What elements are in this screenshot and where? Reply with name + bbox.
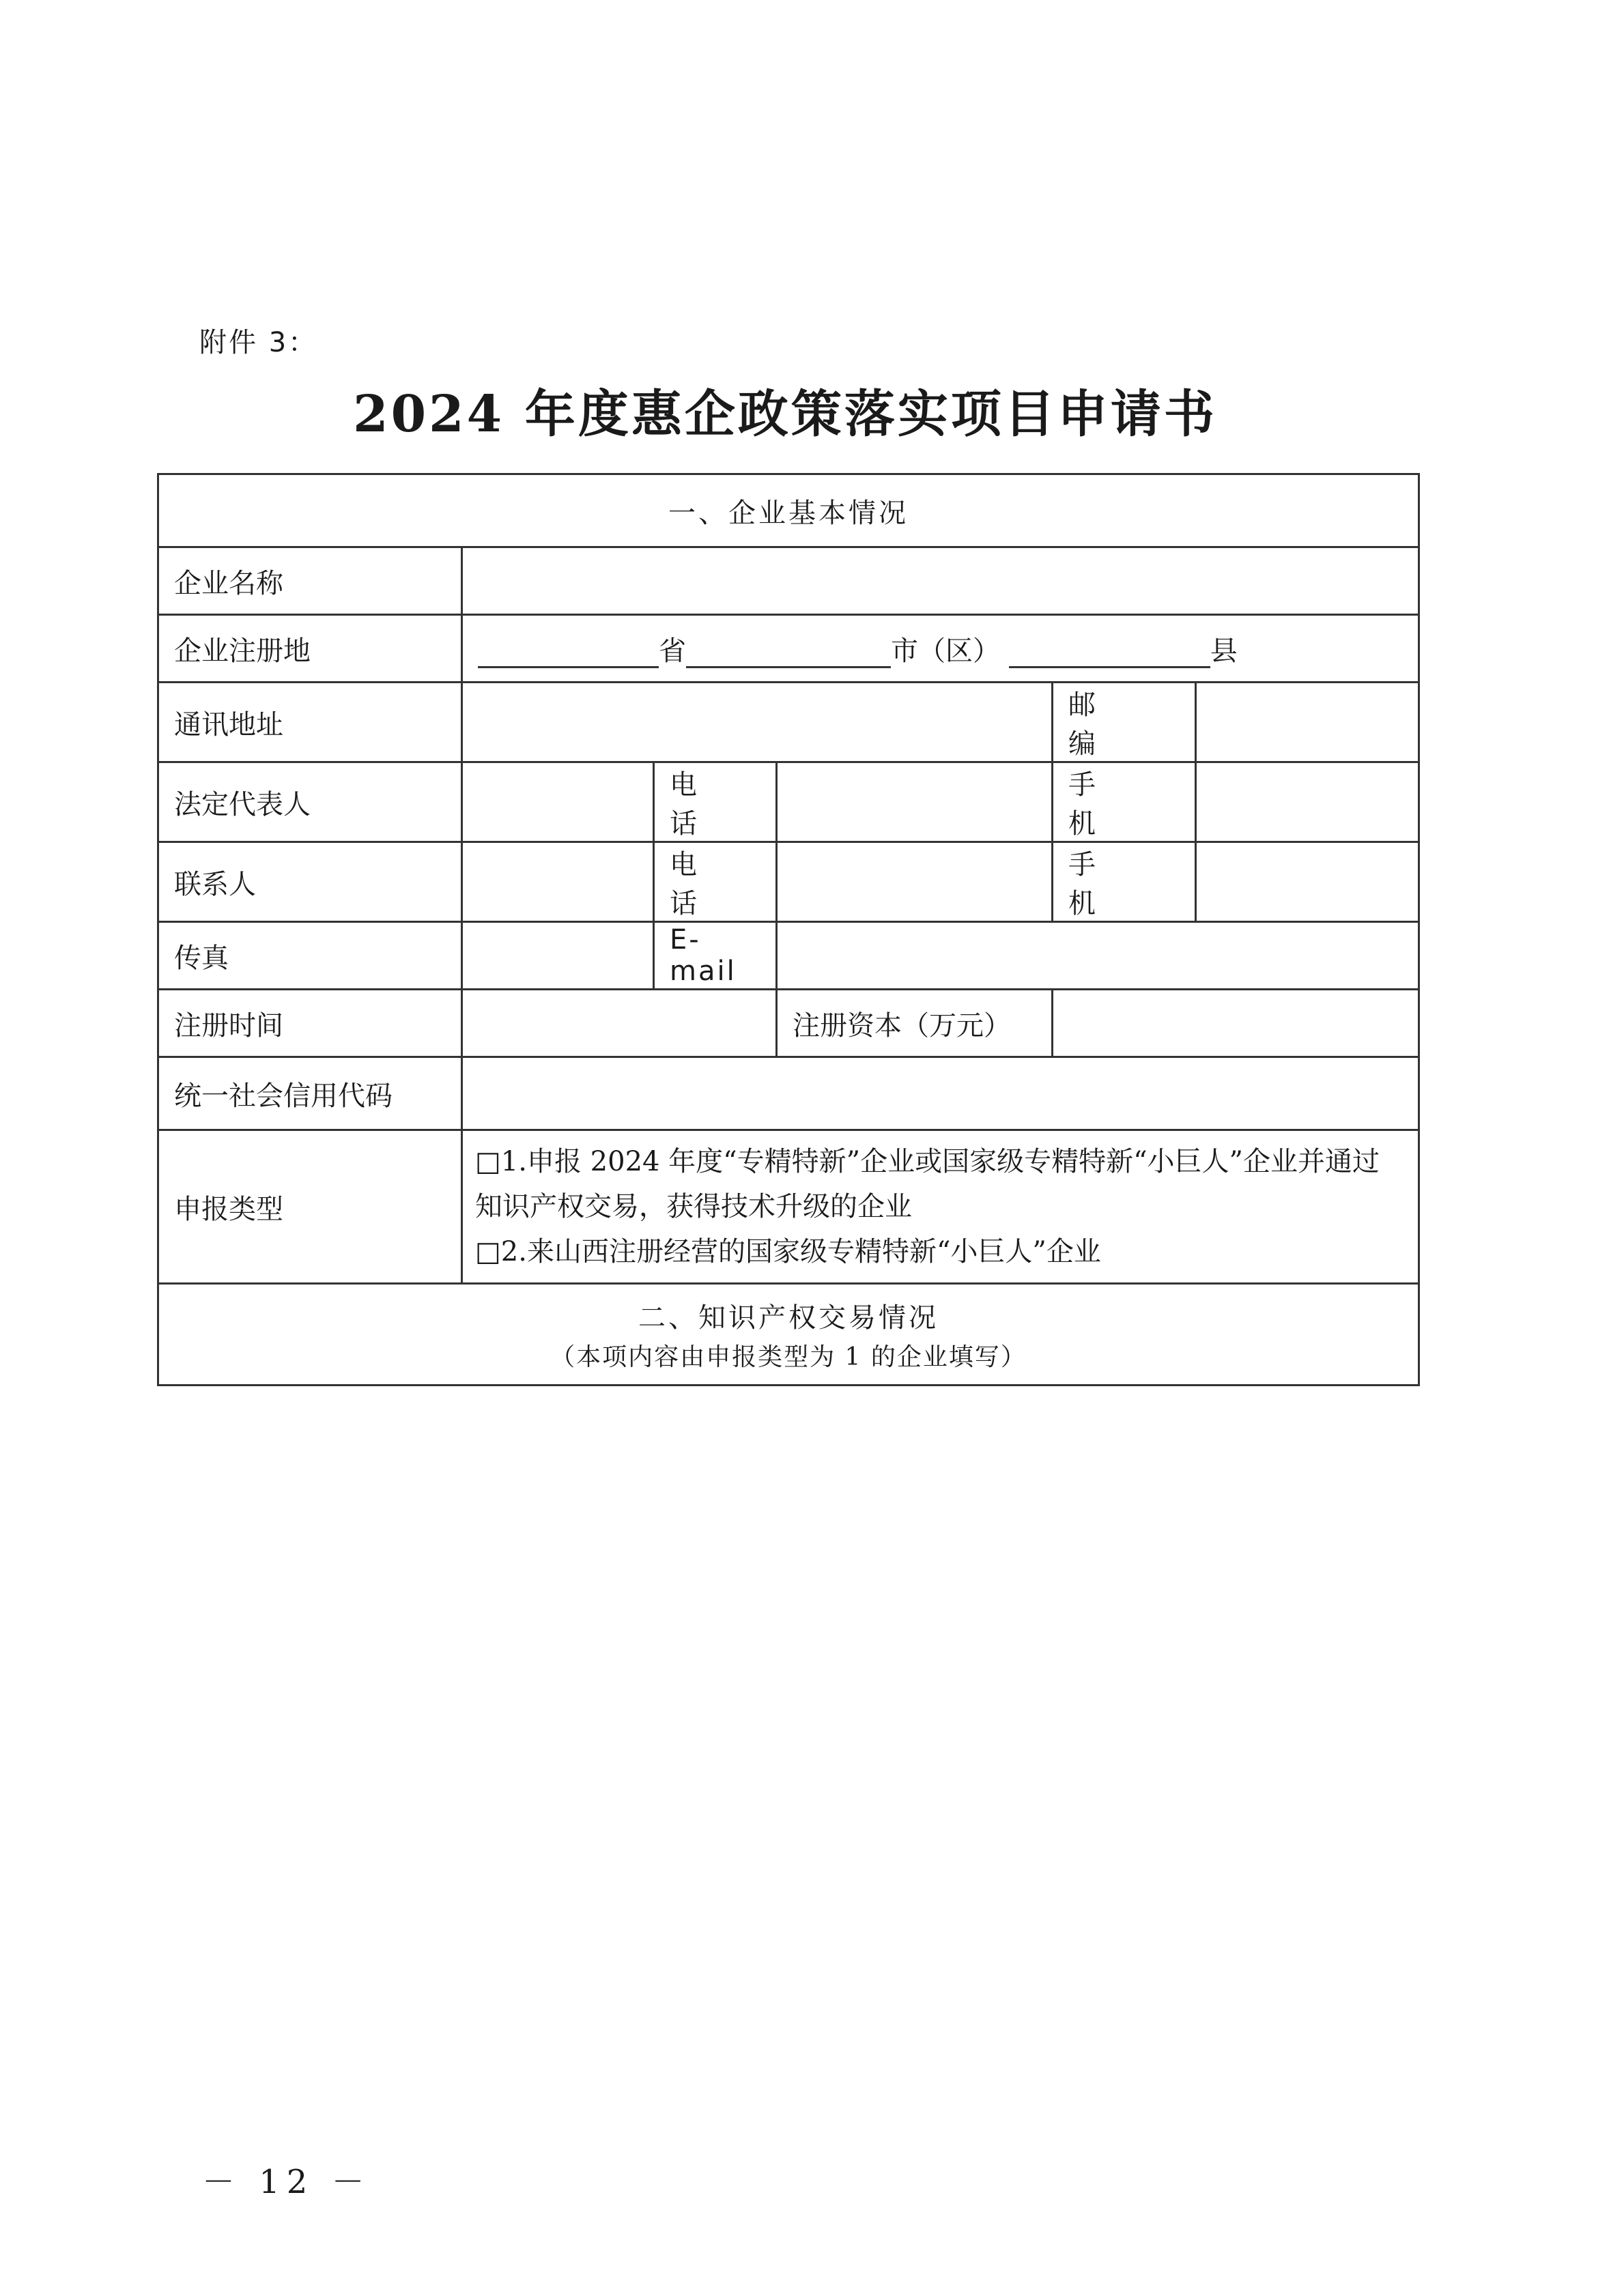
address-input[interactable]: [462, 683, 1053, 762]
reg-time-row: [158, 990, 1419, 1057]
attachment-label: 附件 3：: [199, 327, 318, 358]
contact-input[interactable]: [462, 842, 654, 922]
phone2-label: 电 话: [654, 842, 777, 922]
apply-type-label: 申报类型: [158, 1130, 462, 1284]
contact-row: [158, 842, 1419, 922]
fax-row: [158, 922, 1419, 990]
legal-rep-input[interactable]: [462, 762, 654, 842]
phone-input[interactable]: [777, 762, 1053, 842]
city-suffix: 市（区）: [891, 635, 1000, 667]
fax-label: 传真: [158, 922, 462, 990]
county-suffix: 县: [1210, 635, 1238, 667]
page-number: － 12 －: [202, 2163, 371, 2201]
email-input[interactable]: [777, 922, 1419, 990]
mobile2-input[interactable]: [1196, 842, 1419, 922]
province-blank[interactable]: [478, 640, 659, 668]
section2-title: 二、知识产权交易情况: [638, 1302, 939, 1334]
address-row: [158, 683, 1419, 762]
fax-input[interactable]: [462, 922, 654, 990]
phone2-input[interactable]: [777, 842, 1053, 922]
reg-time-label: 注册时间: [158, 990, 462, 1057]
apply-option-1[interactable]: □1.申报 2024 年度“专精特新”企业或国家级专精特新“小巨人”企业并通过知识产权交易，获得技术升级的企业: [475, 1146, 1380, 1222]
contact-label: 联系人: [158, 842, 462, 922]
reg-time-input[interactable]: [462, 990, 777, 1057]
reg-place-row: [158, 615, 1419, 683]
credit-code-row: [158, 1057, 1419, 1130]
company-name-label: 企业名称: [158, 547, 462, 615]
phone-label: 电 话: [654, 762, 777, 842]
apply-type-options: [462, 1130, 1419, 1284]
reg-capital-input[interactable]: [1053, 990, 1419, 1057]
section1-title: 一、企业基本情况: [158, 474, 1419, 547]
legal-rep-label: 法定代表人: [158, 762, 462, 842]
mobile-input[interactable]: [1196, 762, 1419, 842]
section2-subtitle: （本项内容由申报类型为 1 的企业填写）: [550, 1343, 1027, 1371]
company-name-input[interactable]: [462, 547, 1419, 615]
reg-capital-label: 注册资本（万元）: [777, 990, 1053, 1057]
company-name-row: [158, 547, 1419, 615]
email-label: E-mail: [654, 922, 777, 990]
postcode-input[interactable]: [1196, 683, 1419, 762]
address-label: 通讯地址: [158, 683, 462, 762]
document-title: 2024 年度惠企政策落实项目申请书: [353, 385, 1217, 444]
county-blank[interactable]: [1009, 640, 1210, 668]
section2-row: [158, 1284, 1419, 1386]
apply-option-2[interactable]: □2.来山西注册经营的国家级专精特新“小巨人”企业: [475, 1236, 1101, 1267]
province-suffix: 省: [659, 635, 686, 667]
city-blank[interactable]: [686, 640, 891, 668]
postcode-label: 邮 编: [1053, 683, 1196, 762]
application-form-table: [157, 473, 1420, 1386]
credit-code-label: 统一社会信用代码: [158, 1057, 462, 1130]
legal-rep-row: [158, 762, 1419, 842]
reg-place-input[interactable]: [462, 615, 1419, 683]
section2-header: [158, 1284, 1419, 1386]
section1-row: [158, 474, 1419, 547]
apply-type-row: [158, 1130, 1419, 1284]
credit-code-input[interactable]: [462, 1057, 1419, 1130]
reg-place-label: 企业注册地: [158, 615, 462, 683]
mobile2-label: 手 机: [1053, 842, 1196, 922]
mobile-label: 手 机: [1053, 762, 1196, 842]
